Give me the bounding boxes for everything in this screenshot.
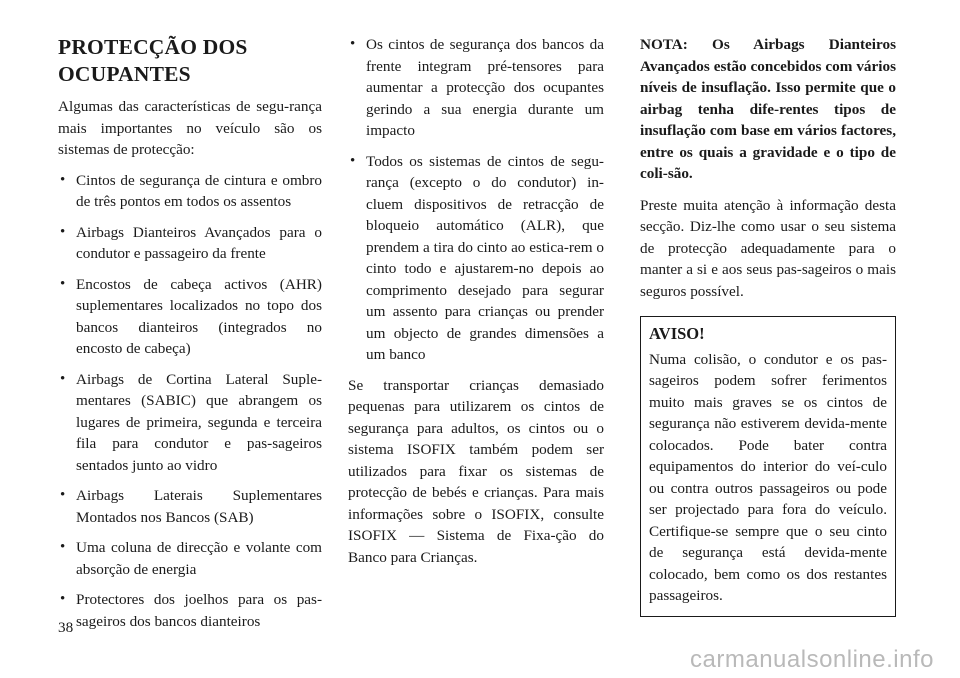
list-item: • Airbags Laterais Suplementares Montados nos Bancos (SAB) [58, 485, 322, 528]
warning-box [640, 316, 896, 617]
transport-paragraph: Se transportar crianças demasiado pequenas para utilizarem os cintos de segurança para adultos, os cintos ou o sistema ISOFIX também podem ser utilizados para fixar os sistemas de protecção de bebés e crianças. Para mais informações sobre o ISOFIX, consulte ISOFIX — Sistema de Fixa-ção do Banco para Crianças. [348, 376, 604, 566]
list-item: • Todos os sistemas de cintos de segu-rança (excepto o do condutor) in-cluem dispositivos de retracção de bloqueio automático (ALR), que prendem a tira do cinto ao estica-rem o cinto todo e ajustarem-no depois ao comprimento desejado para segurar um assento para crianças ou prender um objecto de grandes dimensões a um banco [348, 151, 604, 366]
attention-paragraph: Preste muita atenção à informação desta secção. Diz-lhe como usar o seu sistema de protecção adequadamente para o manter a si e aos seus pas-sageiros o mais seguros possível. [640, 196, 896, 300]
list-item: • Cintos de segurança de cintura e ombro de três pontos em todos os assentos [58, 170, 322, 213]
list-item: • Protectores dos joelhos para os pas-sageiros dos bancos dianteiros [58, 589, 322, 632]
feature-list-part2 [348, 34, 604, 366]
middle-column [348, 34, 604, 577]
section-title-line2: OCUPANTES [58, 62, 191, 86]
list-item: • Uma coluna de direcção e volante com absorção de energia [58, 537, 322, 580]
list-item: • Encostos de cabeça activos (AHR) suplementares localizados no topo dos bancos dianteiros (integrados no encosto de cabeça) [58, 274, 322, 360]
page-number: 38 [58, 619, 74, 636]
feature-list-part1 [58, 170, 322, 633]
right-column [640, 34, 896, 617]
watermark: carmanualsonline.info [690, 646, 934, 673]
section-title [58, 34, 322, 88]
section-title-line1: PROTECÇÃO DOS [58, 35, 248, 59]
note-paragraph: NOTA: Os Airbags Dianteiros Avançados estão concebidos com vários níveis de insuflação. Isso permite que o airbag tenha dife-rentes tipos de insuflação com base em vários factores, entre os quais a gravidade e o tipo de coli-são. [640, 36, 896, 182]
list-item: • Os cintos de segurança dos bancos da frente integram pré-tensores para aumentar a protecção dos ocupantes gerindo a sua energia durante um impacto [348, 34, 604, 142]
warning-body: Numa colisão, o condutor e os pas-sageiros podem sofrer ferimentos muito mais graves se os cintos de segurança não estiverem devida-mente colocados. Pode bater contra equipamentos do interior do veí-culo ou contra outros passageiros ou pode ser projectado para fora do veículo. Certifique-se sempre que o seu cinto de segurança está devida-mente colocado, bem como os dos restantes passageiros. [649, 350, 887, 604]
list-item: • Airbags de Cortina Lateral Suple-mentares (SABIC) que abrangem os lugares de primeira, segunda e terceira fila para condutor e pas-sageiros sentados junto ao vidro [58, 369, 322, 477]
intro-paragraph: Algumas das características de segu-rança mais importantes no veículo são os sistemas de protecção: [58, 98, 322, 158]
warning-title: AVISO! [649, 324, 705, 343]
left-column [58, 34, 322, 641]
list-item: • Airbags Dianteiros Avançados para o condutor e passageiro da frente [58, 222, 322, 265]
